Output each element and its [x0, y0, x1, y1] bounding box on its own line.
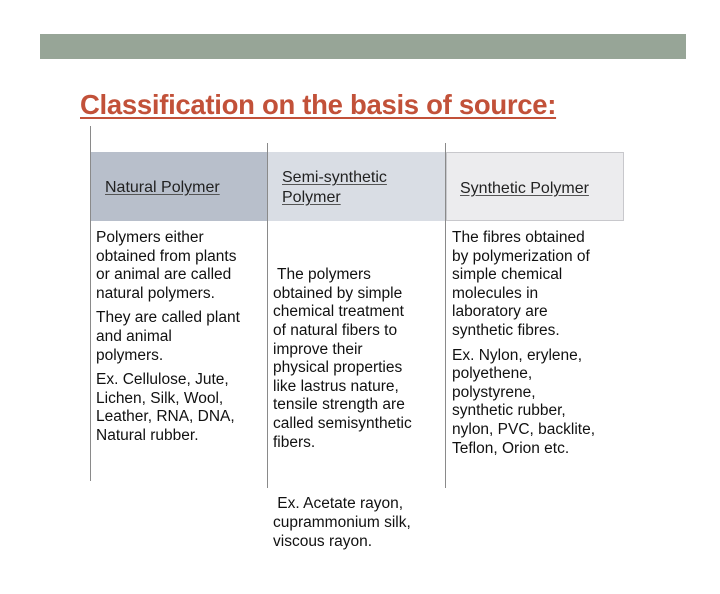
text-line: Teflon, Orion etc.	[452, 439, 570, 457]
table-divider-1	[267, 143, 268, 488]
text-line: by polymerization of	[452, 247, 590, 265]
header-natural-polymer	[105, 178, 220, 198]
natural-para-2	[96, 309, 264, 365]
text-line: They are called plant	[96, 309, 240, 327]
text-line: natural polymers.	[96, 284, 215, 302]
top-decorative-bar	[40, 34, 686, 59]
text-line: physical properties	[273, 359, 403, 377]
cell-natural	[96, 229, 264, 452]
text-line: synthetic fibres.	[452, 321, 560, 339]
text-line: obtained by simple	[273, 284, 403, 302]
header-natural-line-1: Natural Polymer	[105, 179, 220, 196]
text-line: polyethene,	[452, 365, 533, 383]
text-line: viscous rayon.	[273, 532, 373, 550]
header-cell-semi-synthetic	[268, 152, 445, 221]
header-cell-synthetic	[446, 152, 624, 221]
text-line: synthetic rubber,	[452, 402, 566, 420]
text-line: Ex. Acetate rayon,	[273, 495, 404, 513]
header-synthetic-line-1: Synthetic Polymer	[460, 180, 589, 197]
semi-para-1	[273, 266, 443, 452]
text-line: Leather, RNA, DNA,	[96, 408, 235, 426]
header-synthetic-polymer	[460, 179, 589, 199]
cell-synthetic	[452, 229, 627, 464]
natural-para-3	[96, 371, 264, 445]
semi-para-2	[273, 495, 443, 551]
table-divider-left	[90, 126, 91, 481]
text-line: polymers.	[96, 346, 164, 364]
text-line: or animal are called	[96, 266, 232, 284]
synthetic-para-1	[452, 229, 627, 341]
header-semi-line-1: Semi-synthetic	[282, 169, 387, 186]
text-line: of natural fibers to	[273, 321, 398, 339]
header-semi-line-2: Polymer	[282, 189, 341, 206]
text-line: Natural rubber.	[96, 426, 199, 444]
text-line: nylon, PVC, backlite,	[452, 420, 596, 438]
text-line: like lastrus nature,	[273, 377, 399, 395]
natural-para-1	[96, 229, 264, 303]
slide-title: Classification on the basis of source:	[80, 89, 557, 120]
text-line: obtained from plants	[96, 247, 237, 265]
text-line: Polymers either	[96, 229, 204, 246]
text-line: fibers.	[273, 433, 316, 451]
text-line: The fibres obtained	[452, 229, 585, 246]
text-line: cuprammonium silk,	[273, 513, 411, 531]
text-line: and animal	[96, 327, 172, 345]
text-line: chemical treatment	[273, 303, 404, 321]
text-line: laboratory are	[452, 303, 548, 321]
header-semi-synthetic-polymer	[282, 168, 387, 208]
text-line: molecules in	[452, 284, 539, 302]
text-line: Lichen, Silk, Wool,	[96, 389, 224, 407]
text-line: The polymers	[273, 266, 371, 284]
text-line: improve their	[273, 340, 363, 358]
table-divider-2	[445, 143, 446, 488]
text-line: called semisynthetic	[273, 414, 412, 432]
text-line: Ex. Cellulose, Jute,	[96, 371, 229, 389]
synthetic-para-2	[452, 347, 627, 459]
header-cell-natural	[91, 152, 267, 221]
text-line: simple chemical	[452, 266, 563, 284]
text-line: polystyrene,	[452, 383, 536, 401]
text-line: Ex. Nylon, erylene,	[452, 346, 583, 364]
cell-semi-synthetic	[273, 229, 443, 594]
text-line: tensile strength are	[273, 396, 405, 414]
